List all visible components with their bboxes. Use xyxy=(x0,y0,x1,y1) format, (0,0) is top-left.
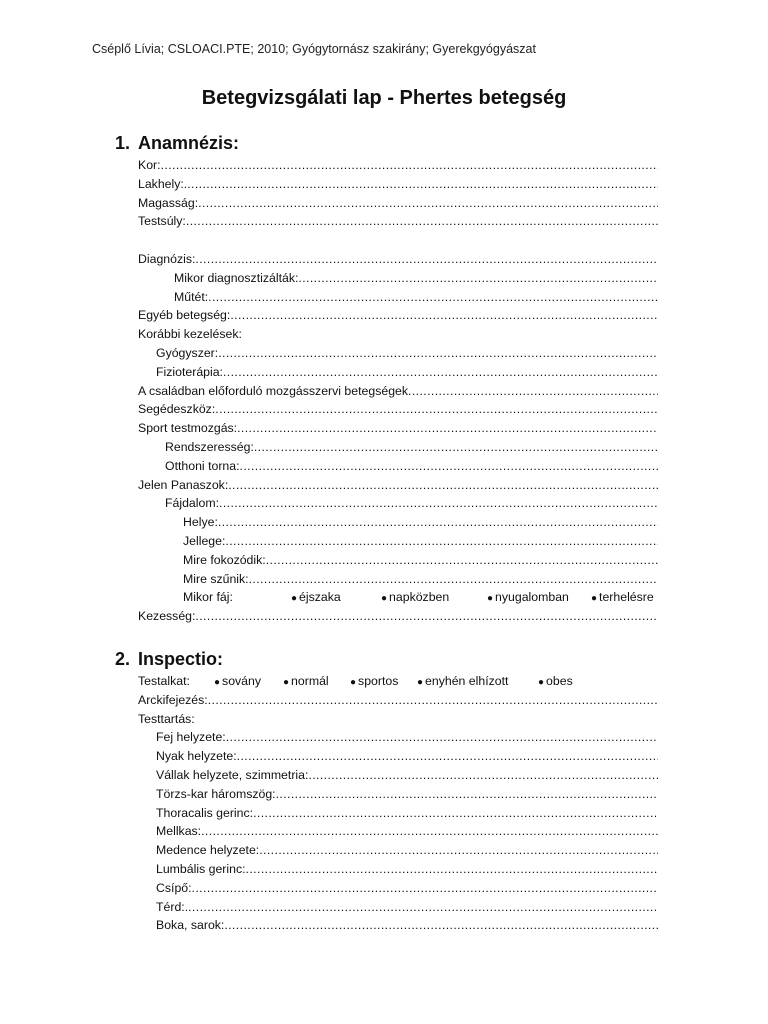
field-rendszeresseg[interactable] xyxy=(138,438,658,457)
fill-line xyxy=(246,860,658,879)
field-fizioterapia[interactable] xyxy=(138,363,658,382)
fill-line xyxy=(249,570,658,589)
option-label: obes xyxy=(546,674,573,688)
option-group xyxy=(214,672,658,693)
field-label: Műtét: xyxy=(174,289,209,304)
field-label: Mikor diagnosztizálták: xyxy=(174,270,299,285)
field-lakhely[interactable] xyxy=(138,175,658,194)
bullet-icon: ● xyxy=(538,677,545,688)
field-label: Helye: xyxy=(183,515,218,530)
field-egyeb-betegseg[interactable] xyxy=(138,306,658,325)
section-inspectio xyxy=(113,646,673,935)
field-otthoni-torna[interactable] xyxy=(138,457,658,476)
option-sovany[interactable] xyxy=(214,672,283,693)
fill-line xyxy=(195,607,658,626)
fill-line xyxy=(254,438,658,457)
field-mire-szunik[interactable] xyxy=(138,570,658,589)
option-label: enyhén elhízott xyxy=(425,674,509,688)
field-csipo[interactable] xyxy=(138,879,658,898)
field-label: Diagnózis: xyxy=(138,251,196,266)
bullet-icon: ● xyxy=(291,593,298,605)
fill-line xyxy=(298,269,658,288)
fill-line xyxy=(208,691,658,710)
spacer xyxy=(138,231,658,250)
field-fej-helyzete[interactable] xyxy=(138,728,658,747)
field-label: Kezesség: xyxy=(138,609,196,624)
fill-line xyxy=(161,156,658,175)
fill-line xyxy=(192,879,658,898)
fill-line xyxy=(225,532,658,551)
field-magassag[interactable] xyxy=(138,194,658,213)
fill-line xyxy=(237,747,658,766)
field-label: Sport testmozgás: xyxy=(138,421,238,436)
field-label: Jellege: xyxy=(183,533,226,548)
field-label: Kor: xyxy=(138,158,161,172)
field-helye[interactable] xyxy=(138,513,658,532)
field-boka-sarok[interactable] xyxy=(138,916,658,935)
option-label: sovány xyxy=(222,674,262,688)
option-label: normál xyxy=(291,674,329,688)
section-number: 2. xyxy=(114,649,130,669)
option-obes[interactable] xyxy=(538,672,573,693)
field-label: Mikor fáj: xyxy=(183,590,233,605)
option-label: sportos xyxy=(358,674,399,688)
field-terd[interactable] xyxy=(138,898,658,917)
field-kezesseg[interactable] xyxy=(138,607,658,626)
document-header: Cséplő Lívia; CSLOACI.PTE; 2010; Gyógytornász szakirány; Gyerekgyógyászat xyxy=(92,42,536,56)
option-label: nyugalomban xyxy=(495,590,569,605)
field-mikor-diagnosztizaltak[interactable] xyxy=(138,269,658,288)
fill-line xyxy=(223,363,658,382)
bullet-icon: ● xyxy=(487,593,494,605)
fill-line xyxy=(237,419,658,438)
field-label: Lakhely:. xyxy=(138,176,188,191)
field-korabbi-kezelesek xyxy=(138,325,658,344)
fill-line xyxy=(215,400,658,419)
field-testalkat xyxy=(138,672,658,691)
field-label: Gyógyszer: xyxy=(156,345,219,360)
bullet-icon: ● xyxy=(283,677,290,688)
field-label: A családban előforduló mozgásszervi betegségek xyxy=(138,383,409,398)
field-medence-helyzete[interactable] xyxy=(138,841,658,860)
field-label: Jelen Panaszok: xyxy=(138,477,229,492)
field-label: Lumbális gerinc: xyxy=(156,861,246,876)
field-lumbalis-gerinc[interactable] xyxy=(138,860,658,879)
bullet-icon: ● xyxy=(417,677,424,688)
field-arckifejezes[interactable] xyxy=(138,691,658,710)
fill-line xyxy=(186,212,658,231)
option-label: terhelésre xyxy=(599,590,654,605)
field-label: Rendszeresség: xyxy=(165,439,254,454)
option-label: éjszaka xyxy=(299,590,341,605)
option-ejszaka[interactable] xyxy=(291,588,381,609)
field-jellege[interactable] xyxy=(138,532,658,551)
fill-line xyxy=(408,382,658,401)
fill-line xyxy=(226,728,658,747)
fill-line xyxy=(230,306,658,325)
section-title: Anamnézis: xyxy=(138,133,240,153)
field-label: Mire szűnik: xyxy=(183,571,249,586)
section-anamnezis xyxy=(113,130,673,626)
field-testsuly[interactable] xyxy=(138,212,658,231)
option-sportos[interactable] xyxy=(350,672,417,693)
field-label: Egyéb betegség: xyxy=(138,308,231,323)
fill-line xyxy=(276,785,658,804)
option-terhelesre[interactable] xyxy=(591,588,654,609)
field-label: Térd:. xyxy=(156,899,189,914)
field-label: Nyak helyzete: xyxy=(156,749,237,764)
fill-line xyxy=(201,822,658,841)
fill-line xyxy=(198,194,658,213)
field-mutet[interactable] xyxy=(138,288,658,307)
option-label: napközben xyxy=(389,590,450,605)
option-normal[interactable] xyxy=(283,672,350,693)
fill-line xyxy=(187,175,658,194)
field-label: Medence helyzete: xyxy=(156,843,260,858)
field-label: Fej helyzete: xyxy=(156,730,226,745)
option-enyhen-elhizott[interactable] xyxy=(417,672,538,693)
field-sport-testmozgas[interactable] xyxy=(138,419,658,438)
fill-line xyxy=(219,494,658,513)
fill-line xyxy=(240,457,658,476)
field-diagnozis[interactable] xyxy=(138,250,658,269)
fill-line xyxy=(208,288,658,307)
field-gyogyszer[interactable] xyxy=(138,344,658,363)
field-label: Törzs-kar háromszög: xyxy=(156,786,276,801)
fill-line xyxy=(259,841,658,860)
fill-line xyxy=(195,250,658,269)
field-label: Magasság: xyxy=(138,195,199,210)
bullet-icon: ● xyxy=(381,593,388,605)
field-label: Boka, sarok: xyxy=(156,918,225,933)
field-torzs-kar-haromszog[interactable] xyxy=(138,785,658,804)
field-csaladi-betegsegek[interactable] xyxy=(138,382,658,401)
section-number: 1. xyxy=(114,133,130,153)
field-testtartas xyxy=(138,710,658,729)
field-label: Testsúly: xyxy=(138,214,186,229)
section-heading xyxy=(113,130,673,156)
field-label: Mire fokozódik: xyxy=(183,552,266,567)
fill-line xyxy=(266,551,658,570)
field-label: Fájdalom: xyxy=(165,496,219,511)
option-group xyxy=(291,588,658,609)
field-label: Korábbi kezelések: xyxy=(138,327,242,342)
field-label: Otthoni torna: xyxy=(165,458,240,473)
field-jelen-panaszok[interactable] xyxy=(138,476,658,495)
bullet-icon: ● xyxy=(591,593,598,605)
bullet-icon: ● xyxy=(350,677,357,688)
field-thoracalis-gerinc[interactable] xyxy=(138,804,658,823)
fill-line xyxy=(224,916,658,935)
field-kor[interactable] xyxy=(138,156,658,175)
bullet-icon: ● xyxy=(214,677,221,688)
fill-line xyxy=(218,344,658,363)
field-label: Mellkas: xyxy=(156,824,202,839)
field-mire-fokozodik[interactable] xyxy=(138,551,658,570)
field-mellkas[interactable] xyxy=(138,822,658,841)
section-title: Inspectio: xyxy=(138,649,224,669)
field-segedeszkoz[interactable] xyxy=(138,400,658,419)
field-label: Testtartás: xyxy=(138,711,195,726)
field-nyak-helyzete[interactable] xyxy=(138,747,658,766)
field-label: Vállak helyzete, szimmetria: xyxy=(156,767,309,782)
field-label: Arckifejezés: xyxy=(138,692,208,707)
field-label: Csípő: xyxy=(156,880,192,895)
field-label: Fizioterápia: xyxy=(156,364,223,379)
field-vallak-helyzete[interactable] xyxy=(138,766,658,785)
fill-line xyxy=(308,766,658,785)
field-label: Segédeszköz: xyxy=(138,402,216,417)
option-nyugalomban[interactable] xyxy=(487,588,591,609)
fill-line xyxy=(218,513,658,532)
fill-line xyxy=(228,476,658,495)
field-fajdalom[interactable] xyxy=(138,494,658,513)
field-label: Thoracalis gerinc: xyxy=(156,805,254,820)
field-mikor-faj xyxy=(138,588,658,607)
option-napkozben[interactable] xyxy=(381,588,487,609)
field-label: Testalkat: xyxy=(138,674,190,688)
section-heading xyxy=(113,646,673,672)
fill-line xyxy=(253,804,658,823)
page-title: Betegvizsgálati lap - Phertes betegség xyxy=(201,87,567,109)
fill-line xyxy=(188,898,658,917)
